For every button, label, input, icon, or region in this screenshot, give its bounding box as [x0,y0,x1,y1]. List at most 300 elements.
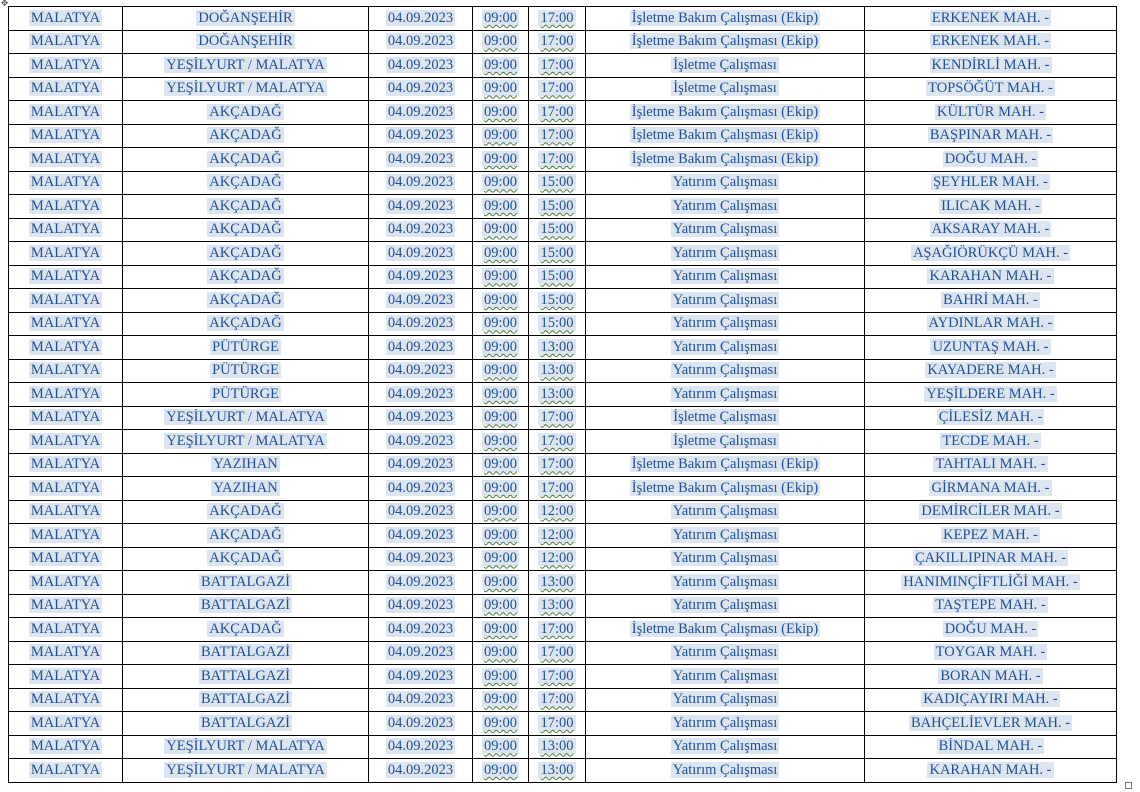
province-text: MALATYA [30,127,101,144]
work-type-cell[interactable] [586,641,865,665]
neighborhood-cell[interactable] [865,171,1117,195]
neighborhood-cell[interactable] [865,148,1117,172]
end-time-cell[interactable] [529,430,586,454]
start-time-cell[interactable] [473,571,529,595]
neighborhood-text: DEMİRCİLER MAH. - [921,503,1060,520]
district-text: AKÇADAĞ [209,221,282,238]
date-text: 04.09.2023 [387,150,454,167]
start-time-cell[interactable] [473,289,529,313]
date-cell[interactable] [369,618,473,642]
district-cell[interactable] [123,641,369,665]
end-time-cell[interactable] [529,641,586,665]
work-type-text: Yatırım Çalışması [672,573,778,590]
neighborhood-cell[interactable] [865,688,1117,712]
start-time-text: 09:00 [483,338,518,355]
end-time-cell[interactable] [529,618,586,642]
end-time-text: 15:00 [540,197,574,214]
district-text: AKÇADAĞ [209,197,282,214]
date-cell[interactable] [369,594,473,618]
district-cell[interactable] [123,312,369,336]
work-type-cell[interactable] [586,406,865,430]
date-cell[interactable] [369,77,473,101]
work-type-cell[interactable] [586,336,865,360]
district-cell[interactable] [123,148,369,172]
start-time-cell[interactable] [473,735,529,759]
district-cell[interactable] [123,688,369,712]
start-time-cell[interactable] [473,30,529,54]
date-cell[interactable] [369,712,473,736]
neighborhood-cell[interactable] [865,312,1117,336]
district-cell[interactable] [123,30,369,54]
neighborhood-cell[interactable] [865,383,1117,407]
district-cell[interactable] [123,453,369,477]
start-time-cell[interactable] [473,7,529,31]
table-move-handle-icon[interactable]: ✥ [0,0,9,9]
work-type-cell[interactable] [586,7,865,31]
province-cell[interactable] [9,383,123,407]
start-time-cell[interactable] [473,124,529,148]
district-cell[interactable] [123,477,369,501]
work-type-cell[interactable] [586,453,865,477]
date-text: 04.09.2023 [387,667,454,684]
district-cell[interactable] [123,77,369,101]
district-cell[interactable] [123,547,369,571]
work-type-cell[interactable] [586,359,865,383]
work-type-cell[interactable] [586,500,865,524]
end-time-cell[interactable] [529,218,586,242]
table-row [9,148,1117,172]
province-cell[interactable] [9,618,123,642]
date-cell[interactable] [369,289,473,313]
work-type-cell[interactable] [586,735,865,759]
start-time-cell[interactable] [473,406,529,430]
start-time-text: 09:00 [483,503,518,520]
start-time-cell[interactable] [473,430,529,454]
table-row [9,312,1117,336]
province-cell[interactable] [9,712,123,736]
province-text: MALATYA [30,33,101,50]
province-cell[interactable] [9,148,123,172]
district-cell[interactable] [123,500,369,524]
work-type-cell[interactable] [586,218,865,242]
province-cell[interactable] [9,7,123,31]
neighborhood-cell[interactable] [865,665,1117,689]
start-time-cell[interactable] [473,524,529,548]
work-type-cell[interactable] [586,547,865,571]
end-time-cell[interactable] [529,383,586,407]
work-type-text: Yatırım Çalışması [672,503,778,520]
district-cell[interactable] [123,265,369,289]
province-cell[interactable] [9,336,123,360]
district-cell[interactable] [123,383,369,407]
province-cell[interactable] [9,30,123,54]
district-text: BATTALGAZİ [200,644,291,661]
work-type-cell[interactable] [586,265,865,289]
province-cell[interactable] [9,195,123,219]
district-cell[interactable] [123,665,369,689]
neighborhood-cell[interactable] [865,7,1117,31]
end-time-cell[interactable] [529,594,586,618]
end-time-text: 15:00 [540,315,574,332]
district-cell[interactable] [123,618,369,642]
neighborhood-cell[interactable] [865,453,1117,477]
work-type-cell[interactable] [586,665,865,689]
date-cell[interactable] [369,195,473,219]
end-time-text: 13:00 [540,385,574,402]
date-cell[interactable] [369,477,473,501]
district-cell[interactable] [123,195,369,219]
neighborhood-text: AKSARAY MAH. - [931,221,1050,238]
province-cell[interactable] [9,500,123,524]
start-time-text: 09:00 [483,174,518,191]
date-cell[interactable] [369,500,473,524]
province-cell[interactable] [9,242,123,266]
end-time-cell[interactable] [529,148,586,172]
work-type-cell[interactable] [586,77,865,101]
start-time-cell[interactable] [473,148,529,172]
date-cell[interactable] [369,524,473,548]
province-cell[interactable] [9,688,123,712]
province-cell[interactable] [9,524,123,548]
date-cell[interactable] [369,148,473,172]
neighborhood-cell[interactable] [865,195,1117,219]
start-time-cell[interactable] [473,641,529,665]
neighborhood-cell[interactable] [865,500,1117,524]
neighborhood-cell[interactable] [865,54,1117,78]
work-type-cell[interactable] [586,571,865,595]
date-text: 04.09.2023 [387,103,454,120]
neighborhood-cell[interactable] [865,641,1117,665]
neighborhood-cell[interactable] [865,265,1117,289]
end-time-cell[interactable] [529,265,586,289]
work-type-cell[interactable] [586,312,865,336]
end-time-cell[interactable] [529,524,586,548]
province-cell[interactable] [9,406,123,430]
district-cell[interactable] [123,218,369,242]
end-time-cell[interactable] [529,735,586,759]
start-time-cell[interactable] [473,383,529,407]
province-cell[interactable] [9,453,123,477]
district-cell[interactable] [123,759,369,783]
date-cell[interactable] [369,336,473,360]
start-time-text: 09:00 [483,80,518,97]
district-text: DOĞANŞEHİR [198,33,293,50]
district-text: AKÇADAĞ [209,244,282,261]
district-cell[interactable] [123,171,369,195]
table-row [9,524,1117,548]
district-cell[interactable] [123,336,369,360]
start-time-cell[interactable] [473,77,529,101]
district-cell[interactable] [123,571,369,595]
start-time-cell[interactable] [473,336,529,360]
date-cell[interactable] [369,547,473,571]
work-type-cell[interactable] [586,101,865,125]
date-cell[interactable] [369,453,473,477]
start-time-cell[interactable] [473,171,529,195]
province-cell[interactable] [9,641,123,665]
work-type-cell[interactable] [586,594,865,618]
end-time-cell[interactable] [529,195,586,219]
table-resize-handle-icon[interactable] [1125,782,1132,789]
end-time-text: 17:00 [540,620,574,637]
date-cell[interactable] [369,312,473,336]
date-text: 04.09.2023 [387,197,454,214]
start-time-cell[interactable] [473,665,529,689]
neighborhood-cell[interactable] [865,594,1117,618]
province-cell[interactable] [9,171,123,195]
table-row [9,759,1117,783]
date-cell[interactable] [369,101,473,125]
end-time-cell[interactable] [529,336,586,360]
neighborhood-cell[interactable] [865,218,1117,242]
table-row [9,218,1117,242]
start-time-cell[interactable] [473,54,529,78]
district-cell[interactable] [123,7,369,31]
date-cell[interactable] [369,665,473,689]
neighborhood-cell[interactable] [865,77,1117,101]
end-time-cell[interactable] [529,289,586,313]
province-cell[interactable] [9,218,123,242]
neighborhood-cell[interactable] [865,289,1117,313]
start-time-text: 09:00 [483,9,518,26]
work-type-cell[interactable] [586,54,865,78]
end-time-text: 12:00 [540,526,574,543]
end-time-cell[interactable] [529,171,586,195]
date-cell[interactable] [369,359,473,383]
province-cell[interactable] [9,77,123,101]
work-type-cell[interactable] [586,124,865,148]
start-time-cell[interactable] [473,618,529,642]
end-time-cell[interactable] [529,688,586,712]
neighborhood-text: KARAHAN MAH. - [929,761,1052,778]
work-type-cell[interactable] [586,195,865,219]
end-time-cell[interactable] [529,124,586,148]
province-text: MALATYA [30,691,101,708]
work-type-cell[interactable] [586,148,865,172]
province-cell[interactable] [9,735,123,759]
end-time-cell[interactable] [529,500,586,524]
end-time-cell[interactable] [529,406,586,430]
start-time-cell[interactable] [473,101,529,125]
start-time-cell[interactable] [473,265,529,289]
district-text: BATTALGAZİ [200,573,291,590]
end-time-text: 15:00 [540,174,574,191]
start-time-cell[interactable] [473,453,529,477]
district-text: PÜTÜRGE [212,362,279,379]
neighborhood-cell[interactable] [865,359,1117,383]
district-text: YEŞİLYURT / MALATYA [166,761,325,778]
end-time-text: 12:00 [540,503,574,520]
work-type-cell[interactable] [586,383,865,407]
end-time-cell[interactable] [529,7,586,31]
neighborhood-cell[interactable] [865,124,1117,148]
start-time-cell[interactable] [473,242,529,266]
province-text: MALATYA [30,338,101,355]
province-cell[interactable] [9,54,123,78]
province-cell[interactable] [9,359,123,383]
start-time-cell[interactable] [473,477,529,501]
date-cell[interactable] [369,688,473,712]
end-time-text: 12:00 [540,550,574,567]
neighborhood-cell[interactable] [865,406,1117,430]
date-cell[interactable] [369,30,473,54]
start-time-cell[interactable] [473,218,529,242]
table-row [9,265,1117,289]
neighborhood-cell[interactable] [865,242,1117,266]
province-text: MALATYA [30,362,101,379]
date-cell[interactable] [369,218,473,242]
district-cell[interactable] [123,735,369,759]
end-time-text: 17:00 [540,432,574,449]
work-type-cell[interactable] [586,712,865,736]
district-cell[interactable] [123,594,369,618]
start-time-cell[interactable] [473,759,529,783]
start-time-text: 09:00 [483,221,518,238]
date-cell[interactable] [369,571,473,595]
table-row [9,712,1117,736]
end-time-cell[interactable] [529,477,586,501]
start-time-cell[interactable] [473,195,529,219]
neighborhood-text: ILICAK MAH. - [941,197,1040,214]
district-cell[interactable] [123,289,369,313]
end-time-cell[interactable] [529,665,586,689]
work-type-cell[interactable] [586,477,865,501]
district-cell[interactable] [123,124,369,148]
province-cell[interactable] [9,665,123,689]
date-cell[interactable] [369,7,473,31]
start-time-cell[interactable] [473,312,529,336]
work-type-text: Yatırım Çalışması [672,644,778,661]
district-cell[interactable] [123,712,369,736]
province-cell[interactable] [9,101,123,125]
work-type-cell[interactable] [586,171,865,195]
district-cell[interactable] [123,242,369,266]
district-cell[interactable] [123,101,369,125]
neighborhood-cell[interactable] [865,618,1117,642]
end-time-cell[interactable] [529,54,586,78]
end-time-text: 13:00 [540,338,574,355]
date-cell[interactable] [369,430,473,454]
end-time-cell[interactable] [529,30,586,54]
province-cell[interactable] [9,759,123,783]
district-cell[interactable] [123,430,369,454]
outage-table [8,6,1117,783]
end-time-cell[interactable] [529,453,586,477]
start-time-cell[interactable] [473,594,529,618]
work-type-text: Yatırım Çalışması [672,362,778,379]
start-time-cell[interactable] [473,712,529,736]
neighborhood-cell[interactable] [865,30,1117,54]
district-text: AKÇADAĞ [209,503,282,520]
province-cell[interactable] [9,594,123,618]
district-text: AKÇADAĞ [209,291,282,308]
work-type-cell[interactable] [586,30,865,54]
work-type-cell[interactable] [586,430,865,454]
district-cell[interactable] [123,406,369,430]
date-cell[interactable] [369,124,473,148]
date-cell[interactable] [369,406,473,430]
date-cell[interactable] [369,171,473,195]
end-time-cell[interactable] [529,759,586,783]
district-cell[interactable] [123,54,369,78]
date-cell[interactable] [369,735,473,759]
work-type-cell[interactable] [586,688,865,712]
neighborhood-cell[interactable] [865,759,1117,783]
neighborhood-cell[interactable] [865,477,1117,501]
work-type-cell[interactable] [586,289,865,313]
date-cell[interactable] [369,242,473,266]
table-row [9,453,1117,477]
neighborhood-cell[interactable] [865,101,1117,125]
province-cell[interactable] [9,312,123,336]
start-time-cell[interactable] [473,359,529,383]
end-time-cell[interactable] [529,312,586,336]
neighborhood-text: UZUNTAŞ MAH. - [932,338,1049,355]
start-time-text: 09:00 [483,714,518,731]
neighborhood-cell[interactable] [865,712,1117,736]
end-time-text: 13:00 [540,597,574,614]
province-text: MALATYA [30,620,101,637]
neighborhood-cell[interactable] [865,547,1117,571]
work-type-cell[interactable] [586,618,865,642]
end-time-text: 17:00 [540,56,574,73]
date-text: 04.09.2023 [387,714,454,731]
date-cell[interactable] [369,641,473,665]
end-time-cell[interactable] [529,712,586,736]
table-row [9,124,1117,148]
end-time-cell[interactable] [529,242,586,266]
date-cell[interactable] [369,265,473,289]
province-cell[interactable] [9,430,123,454]
end-time-cell[interactable] [529,547,586,571]
province-cell[interactable] [9,547,123,571]
table-row [9,77,1117,101]
work-type-cell[interactable] [586,524,865,548]
neighborhood-text: KARAHAN MAH. - [929,268,1052,285]
end-time-cell[interactable] [529,571,586,595]
province-cell[interactable] [9,124,123,148]
start-time-cell[interactable] [473,547,529,571]
province-text: MALATYA [30,667,101,684]
end-time-cell[interactable] [529,101,586,125]
neighborhood-cell[interactable] [865,524,1117,548]
work-type-text: Yatırım Çalışması [672,244,778,261]
start-time-cell[interactable] [473,688,529,712]
province-cell[interactable] [9,289,123,313]
date-cell[interactable] [369,54,473,78]
neighborhood-cell[interactable] [865,336,1117,360]
province-cell[interactable] [9,571,123,595]
neighborhood-cell[interactable] [865,430,1117,454]
district-text: YEŞİLYURT / MALATYA [166,56,325,73]
province-text: MALATYA [30,150,101,167]
end-time-cell[interactable] [529,77,586,101]
neighborhood-text: KADIÇAYIRI MAH. - [923,691,1058,708]
neighborhood-text: TOPSÖĞÜT MAH. - [928,80,1053,97]
work-type-cell[interactable] [586,242,865,266]
province-cell[interactable] [9,265,123,289]
work-type-cell[interactable] [586,759,865,783]
start-time-cell[interactable] [473,500,529,524]
neighborhood-cell[interactable] [865,571,1117,595]
district-cell[interactable] [123,359,369,383]
date-cell[interactable] [369,383,473,407]
date-cell[interactable] [369,759,473,783]
province-cell[interactable] [9,477,123,501]
neighborhood-cell[interactable] [865,735,1117,759]
district-cell[interactable] [123,524,369,548]
end-time-cell[interactable] [529,359,586,383]
